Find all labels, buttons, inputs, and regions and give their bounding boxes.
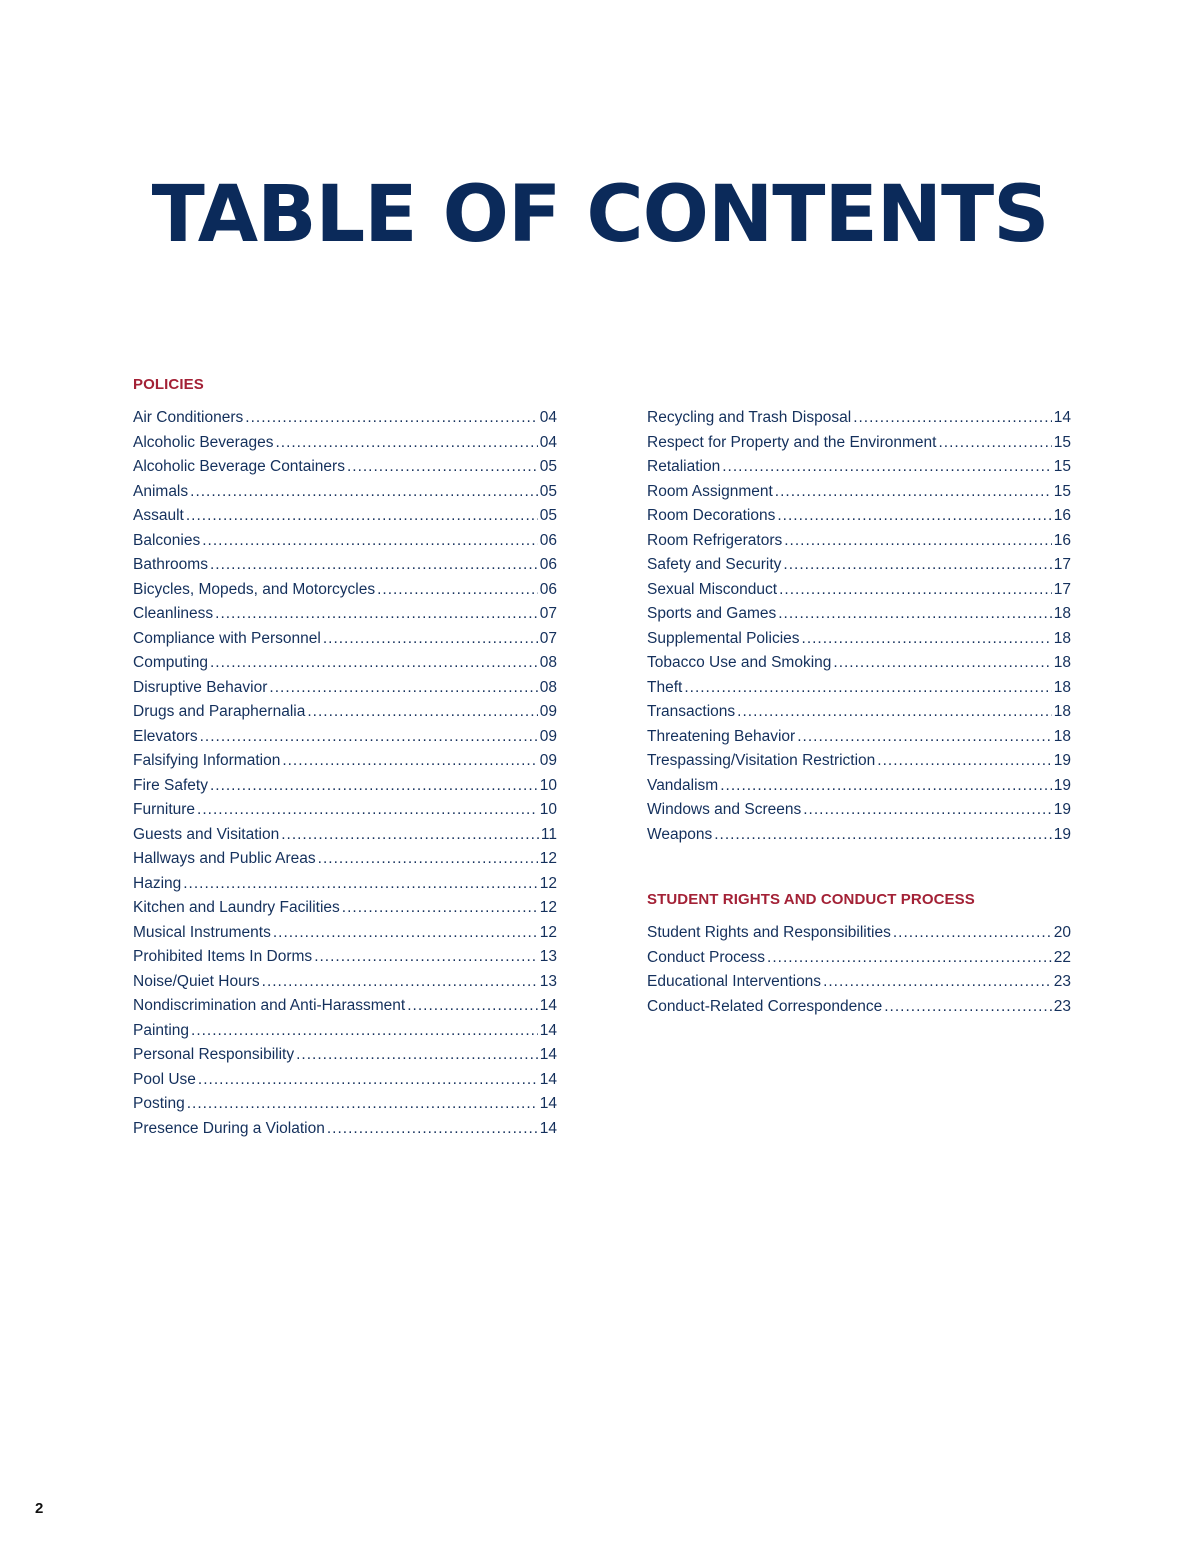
toc-entry[interactable] — [647, 504, 1071, 529]
toc-entry-label: Noise/Quiet Hours — [133, 972, 260, 990]
toc-entry-page: 17 — [1053, 556, 1071, 573]
toc-entry-label: Bathrooms — [133, 556, 208, 573]
toc-entry-label: Kitchen and Laundry Facilities — [133, 899, 340, 916]
toc-entry-page: 23 — [1053, 997, 1071, 1015]
toc-entry[interactable] — [133, 798, 557, 823]
policies-list-right — [647, 406, 1071, 847]
toc-entry-label: Alcoholic Beverage Containers — [133, 458, 345, 475]
toc-entry-page: 06 — [539, 531, 557, 549]
toc-entry-page: 18 — [1053, 678, 1071, 696]
page-title: TABLE OF CONTENTS — [151, 170, 1049, 260]
dot-leader — [893, 921, 1052, 946]
toc-entry-page: 13 — [539, 972, 557, 990]
student-rights-list — [647, 921, 1071, 1019]
dot-leader — [210, 553, 538, 578]
toc-entry[interactable] — [133, 1043, 557, 1068]
toc-entry-label: Computing — [133, 654, 208, 671]
toc-entry-page: 18 — [1053, 654, 1071, 671]
toc-entry-page: 06 — [539, 580, 557, 598]
dot-leader — [210, 774, 538, 799]
toc-entry-label: Safety and Security — [647, 556, 782, 573]
toc-entry-page: 18 — [1053, 605, 1071, 622]
toc-entry-label: Compliance with Personnel — [133, 629, 321, 647]
dot-leader — [210, 651, 538, 676]
toc-entry[interactable] — [133, 455, 557, 480]
toc-entry-label: Room Refrigerators — [647, 531, 783, 549]
toc-entry-label: Tobacco Use and Smoking — [647, 654, 832, 671]
toc-entry-label: Sexual Misconduct — [647, 580, 778, 598]
dot-leader — [191, 1019, 538, 1044]
dot-leader — [684, 676, 1051, 701]
toc-entry-label: Disruptive Behavior — [133, 678, 268, 696]
toc-entry-page: 18 — [1053, 629, 1071, 647]
toc-entry-label: Room Decorations — [647, 507, 776, 524]
dot-leader — [720, 774, 1052, 799]
toc-entry[interactable] — [647, 700, 1071, 725]
dot-leader — [407, 994, 538, 1019]
toc-entry[interactable] — [647, 798, 1071, 823]
toc-entry[interactable] — [133, 945, 557, 970]
dot-leader — [245, 406, 537, 431]
dot-leader — [318, 847, 538, 872]
toc-entry[interactable] — [133, 578, 557, 603]
dot-leader — [215, 602, 538, 627]
toc-entry[interactable] — [647, 455, 1071, 480]
toc-entry[interactable] — [133, 847, 557, 872]
toc-entry[interactable] — [647, 651, 1071, 676]
toc-entry-label: Cleanliness — [133, 605, 214, 622]
toc-entry-page: 18 — [1053, 727, 1071, 745]
toc-entry[interactable] — [647, 725, 1071, 750]
toc-entry-label: Drugs and Paraphernalia — [133, 703, 306, 720]
toc-entry-page: 07 — [539, 605, 557, 622]
dot-leader — [853, 406, 1052, 431]
toc-entry-label: Pool Use — [133, 1070, 196, 1088]
toc-entry-page: 19 — [1053, 801, 1071, 818]
toc-entry[interactable] — [133, 823, 557, 848]
policies-heading: POLICIES — [133, 376, 204, 393]
toc-entry-page: 19 — [1053, 776, 1071, 794]
toc-entry[interactable] — [133, 1068, 557, 1093]
toc-entry-label: Student Rights and Responsibilities — [647, 924, 891, 941]
toc-entry-page: 05 — [539, 507, 557, 524]
toc-entry-page: 08 — [539, 678, 557, 696]
toc-entry[interactable] — [647, 602, 1071, 627]
toc-entry[interactable] — [133, 651, 557, 676]
dot-leader — [197, 798, 538, 823]
dot-leader — [722, 455, 1052, 480]
page-number: 2 — [35, 1500, 44, 1517]
toc-entry-page: 09 — [539, 727, 557, 745]
toc-entry[interactable] — [647, 431, 1071, 456]
toc-entry-label: Respect for Property and the Environment — [647, 433, 937, 451]
dot-leader — [198, 1068, 538, 1093]
toc-entry[interactable] — [647, 774, 1071, 799]
toc-entry-page: 16 — [1053, 531, 1071, 549]
dot-leader — [767, 946, 1052, 971]
toc-entry-label: Room Assignment — [647, 482, 773, 500]
policies-list-left — [133, 406, 557, 1141]
toc-entry[interactable] — [133, 725, 557, 750]
toc-entry[interactable] — [133, 431, 557, 456]
toc-entry-page: 20 — [1053, 924, 1071, 941]
toc-entry[interactable] — [647, 480, 1071, 505]
toc-entry-label: Transactions — [647, 703, 736, 720]
toc-entry-page: 14 — [539, 1095, 557, 1112]
toc-entry-label: Furniture — [133, 801, 196, 818]
toc-entry-label: Theft — [647, 678, 683, 696]
toc-entry-page: 12 — [539, 899, 557, 916]
toc-entry-page: 13 — [539, 948, 557, 965]
dot-leader — [833, 651, 1051, 676]
toc-entry[interactable] — [133, 1092, 557, 1117]
toc-entry-page: 12 — [539, 874, 557, 892]
toc-entry[interactable] — [647, 946, 1071, 971]
toc-entry-page: 14 — [539, 1046, 557, 1063]
toc-entry[interactable] — [133, 676, 557, 701]
toc-entry[interactable] — [647, 578, 1071, 603]
toc-entry-page: 14 — [539, 1119, 557, 1137]
dot-leader — [187, 1092, 538, 1117]
toc-entry[interactable] — [133, 700, 557, 725]
toc-entry-page: 19 — [1053, 752, 1071, 769]
toc-entry-label: Animals — [133, 482, 189, 500]
dot-leader — [281, 823, 539, 848]
dot-leader — [323, 627, 538, 652]
toc-entry[interactable] — [647, 406, 1071, 431]
toc-entry-label: Educational Interventions — [647, 973, 822, 990]
toc-entry[interactable] — [133, 970, 557, 995]
toc-entry-page: 05 — [539, 458, 557, 475]
dot-leader — [190, 480, 538, 505]
toc-entry-label: Personal Responsibility — [133, 1046, 295, 1063]
toc-entry-label: Trespassing/Visitation Restriction — [647, 752, 876, 769]
toc-entry[interactable] — [133, 921, 557, 946]
toc-entry-label: Balconies — [133, 531, 201, 549]
toc-entry-page: 06 — [539, 556, 557, 573]
toc-entry-label: Guests and Visitation — [133, 825, 280, 843]
toc-entry-label: Threatening Behavior — [647, 727, 796, 745]
student-rights-heading: STUDENT RIGHTS AND CONDUCT PROCESS — [647, 891, 975, 908]
dot-leader — [377, 578, 538, 603]
dot-leader — [327, 1117, 538, 1142]
toc-entry-label: Painting — [133, 1021, 190, 1039]
toc-entry-page: 23 — [1053, 973, 1071, 990]
dot-leader — [342, 896, 538, 921]
dot-leader — [877, 749, 1051, 774]
toc-entry-label: Musical Instruments — [133, 923, 271, 941]
toc-entry-page: 12 — [539, 923, 557, 941]
dot-leader — [269, 676, 537, 701]
toc-entry-page: 05 — [539, 482, 557, 500]
toc-entry-label: Nondiscrimination and Anti-Harassment — [133, 997, 406, 1014]
dot-leader — [737, 700, 1052, 725]
toc-entry-label: Assault — [133, 507, 184, 524]
toc-entry-label: Air Conditioners — [133, 409, 244, 426]
dot-leader — [938, 431, 1051, 456]
toc-entry-page: 14 — [539, 1021, 557, 1039]
toc-entry-page: 22 — [1053, 948, 1071, 966]
dot-leader — [186, 504, 538, 529]
toc-entry-label: Hallways and Public Areas — [133, 850, 316, 867]
toc-entry-page: 17 — [1053, 580, 1071, 598]
dot-leader — [823, 970, 1052, 995]
toc-entry[interactable] — [647, 823, 1071, 848]
toc-entry[interactable] — [133, 553, 557, 578]
toc-entry[interactable] — [647, 627, 1071, 652]
toc-entry-page: 15 — [1053, 482, 1071, 500]
dot-leader — [200, 725, 538, 750]
dot-leader — [797, 725, 1052, 750]
toc-entry[interactable] — [133, 994, 557, 1019]
toc-entry-page: 16 — [1053, 507, 1071, 524]
toc-entry-page: 14 — [539, 997, 557, 1014]
toc-entry-label: Vandalism — [647, 776, 719, 794]
dot-leader — [202, 529, 538, 554]
toc-entry-page: 15 — [1053, 458, 1071, 475]
toc-entry-label: Posting — [133, 1095, 185, 1112]
toc-entry-label: Retaliation — [647, 458, 721, 475]
dot-leader — [777, 504, 1051, 529]
toc-entry-page: 14 — [1053, 409, 1071, 426]
dot-leader — [778, 602, 1052, 627]
toc-entry[interactable] — [133, 406, 557, 431]
toc-entry[interactable] — [647, 529, 1071, 554]
dot-leader — [783, 553, 1051, 578]
toc-entry-page: 09 — [539, 703, 557, 720]
dot-leader — [884, 995, 1052, 1020]
toc-entry-label: Prohibited Items In Dorms — [133, 948, 313, 965]
toc-entry-page: 15 — [1053, 433, 1071, 451]
toc-entry-label: Fire Safety — [133, 776, 208, 794]
dot-leader — [183, 872, 538, 897]
toc-entry-label: Bicycles, Mopeds, and Motorcycles — [133, 580, 376, 598]
dot-leader — [714, 823, 1052, 848]
dot-leader — [314, 945, 538, 970]
dot-leader — [779, 578, 1052, 603]
toc-entry[interactable] — [133, 1117, 557, 1142]
toc-entry-page: 19 — [1053, 825, 1071, 843]
toc-entry-label: Supplemental Policies — [647, 629, 800, 647]
toc-entry-label: Falsifying Information — [133, 752, 281, 769]
dot-leader — [784, 529, 1052, 554]
toc-entry-page: 08 — [539, 654, 557, 671]
dot-leader — [296, 1043, 538, 1068]
toc-entry-label: Presence During a Violation — [133, 1119, 325, 1137]
dot-leader — [307, 700, 537, 725]
toc-entry-page: 18 — [1053, 703, 1071, 720]
toc-entry-page: 10 — [539, 776, 557, 794]
toc-entry-label: Recycling and Trash Disposal — [647, 409, 852, 426]
toc-entry[interactable] — [133, 896, 557, 921]
dot-leader — [273, 921, 538, 946]
dot-leader — [803, 798, 1052, 823]
toc-entry-label: Hazing — [133, 874, 182, 892]
toc-entry-page: 04 — [539, 433, 557, 451]
dot-leader — [262, 970, 538, 995]
dot-leader — [347, 455, 538, 480]
toc-entry[interactable] — [133, 529, 557, 554]
toc-entry[interactable] — [647, 921, 1071, 946]
toc-entry[interactable] — [647, 676, 1071, 701]
toc-entry-label: Conduct-Related Correspondence — [647, 997, 883, 1015]
toc-entry-page: 12 — [539, 850, 557, 867]
toc-entry[interactable] — [133, 749, 557, 774]
toc-entry-label: Windows and Screens — [647, 801, 802, 818]
dot-leader — [775, 480, 1052, 505]
toc-entry-page: 04 — [539, 409, 557, 426]
toc-entry[interactable] — [133, 774, 557, 799]
toc-entry[interactable] — [647, 749, 1071, 774]
toc-entry[interactable] — [647, 970, 1071, 995]
toc-entry-page: 07 — [539, 629, 557, 647]
toc-entry[interactable] — [133, 872, 557, 897]
toc-entry-page: 09 — [539, 752, 557, 769]
dot-leader — [275, 431, 537, 456]
toc-entry[interactable] — [133, 627, 557, 652]
toc-entry[interactable] — [647, 553, 1071, 578]
toc-entry-page: 10 — [539, 801, 557, 818]
toc-entry[interactable] — [133, 480, 557, 505]
toc-entry[interactable] — [133, 504, 557, 529]
toc-entry-label: Sports and Games — [647, 605, 777, 622]
toc-entry-label: Conduct Process — [647, 948, 766, 966]
toc-entry-label: Elevators — [133, 727, 198, 745]
dot-leader — [282, 749, 537, 774]
toc-entry[interactable] — [647, 995, 1071, 1020]
toc-entry[interactable] — [133, 1019, 557, 1044]
dot-leader — [802, 627, 1052, 652]
toc-entry-page: 11 — [540, 825, 557, 843]
toc-entry-label: Weapons — [647, 825, 713, 843]
toc-entry[interactable] — [133, 602, 557, 627]
toc-entry-label: Alcoholic Beverages — [133, 433, 274, 451]
toc-entry-page: 14 — [539, 1070, 557, 1088]
